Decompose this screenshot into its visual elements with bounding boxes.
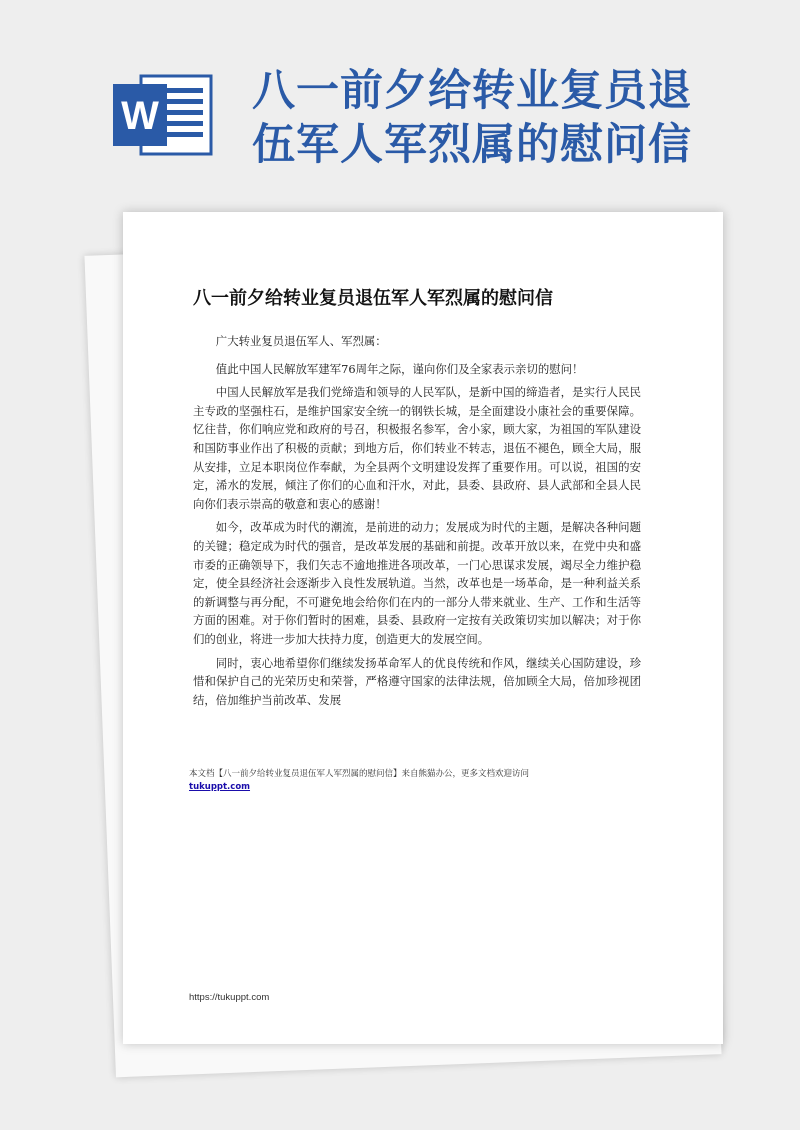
paragraph-2: 中国人民解放军是我们党缔造和领导的人民军队，是新中国的缔造者，是实行人民民主专政的坚强柱石，是维护国家安全统一的钢铁长城，是全面建设小康社会的重要保障。忆往昔，你们响应党和政府的号召，积极报名参军，舍小家，顾大家，为祖国的军队建设和国防事业作出了积极的贡献；到地方后，你们转业不转志，退伍不褪色，顾全大局，服从安排，立足本职岗位作奉献，为全县两个文明建设发挥了重要作用。可以说，祖国的安定，浠水的发展，倾注了你们的心血和汗水，对此，县委、县政府、县人武部和全县人民向你们表示崇高的敬意和衷心的感谢！	[193, 385, 641, 511]
header-banner	[0, 0, 800, 215]
paragraph-4: 同时，衷心地希望你们继续发扬革命军人的优良传统和作风，继续关心国防建设，珍惜和保护自己的光荣历史和荣誉，严格遵守国家的法律法规，倍加顾全大局，倍加珍视团结，倍加维护当前改革、发展	[193, 655, 641, 707]
header-title	[252, 64, 772, 172]
document-body	[193, 332, 641, 714]
paragraph-3: 如今，改革成为时代的潮流，是前进的动力；发展成为时代的主题，是解决各种问题的关键；稳定成为时代的强音，是改革发展的基础和前提。改革开放以来，在党中央和盛市委的正确领导下，我们矢志不逾地推进各项改革，一门心思谋求发展，竭尽全力维护稳定，使全县经济社会逐渐步入良性发展轨道。当然，改革也是一场革命，是一种利益关系的新调整与再分配，不可避免地会给你们在内的一部分人带来就业、生产、工作和生活等方面的困难。对于你们暂时的困难，县委、县政府一定按有关政策切实加以解决；对于你们的创业，将进一步加大扶持力度，创造更大的发展空间。	[193, 520, 641, 646]
header-title-line-2: 伍军人军烈属的慰问信	[252, 120, 692, 170]
word-document-icon	[113, 72, 213, 158]
source-note-text: 本文档【八一前夕给转业复员退伍军人军烈属的慰问信】来自熊猫办公，更多文档欢迎访问	[189, 769, 530, 779]
document-page	[123, 212, 723, 1044]
page-url[interactable]: https://tukuppt.com	[189, 992, 270, 1003]
salutation: 广大转业复员退伍军人、军烈属：	[215, 334, 387, 348]
source-link[interactable]: tukuppt.com	[189, 782, 251, 792]
header-title-line-1: 八一前夕给转业复员退	[252, 66, 692, 116]
word-icon-letter: W	[121, 94, 159, 138]
paragraph-1: 值此中国人民解放军建军76周年之际，谨向你们及全家表示亲切的慰问！	[215, 361, 584, 376]
source-note	[189, 768, 659, 794]
document-title: 八一前夕给转业复员退伍军人军烈属的慰问信	[193, 288, 553, 309]
